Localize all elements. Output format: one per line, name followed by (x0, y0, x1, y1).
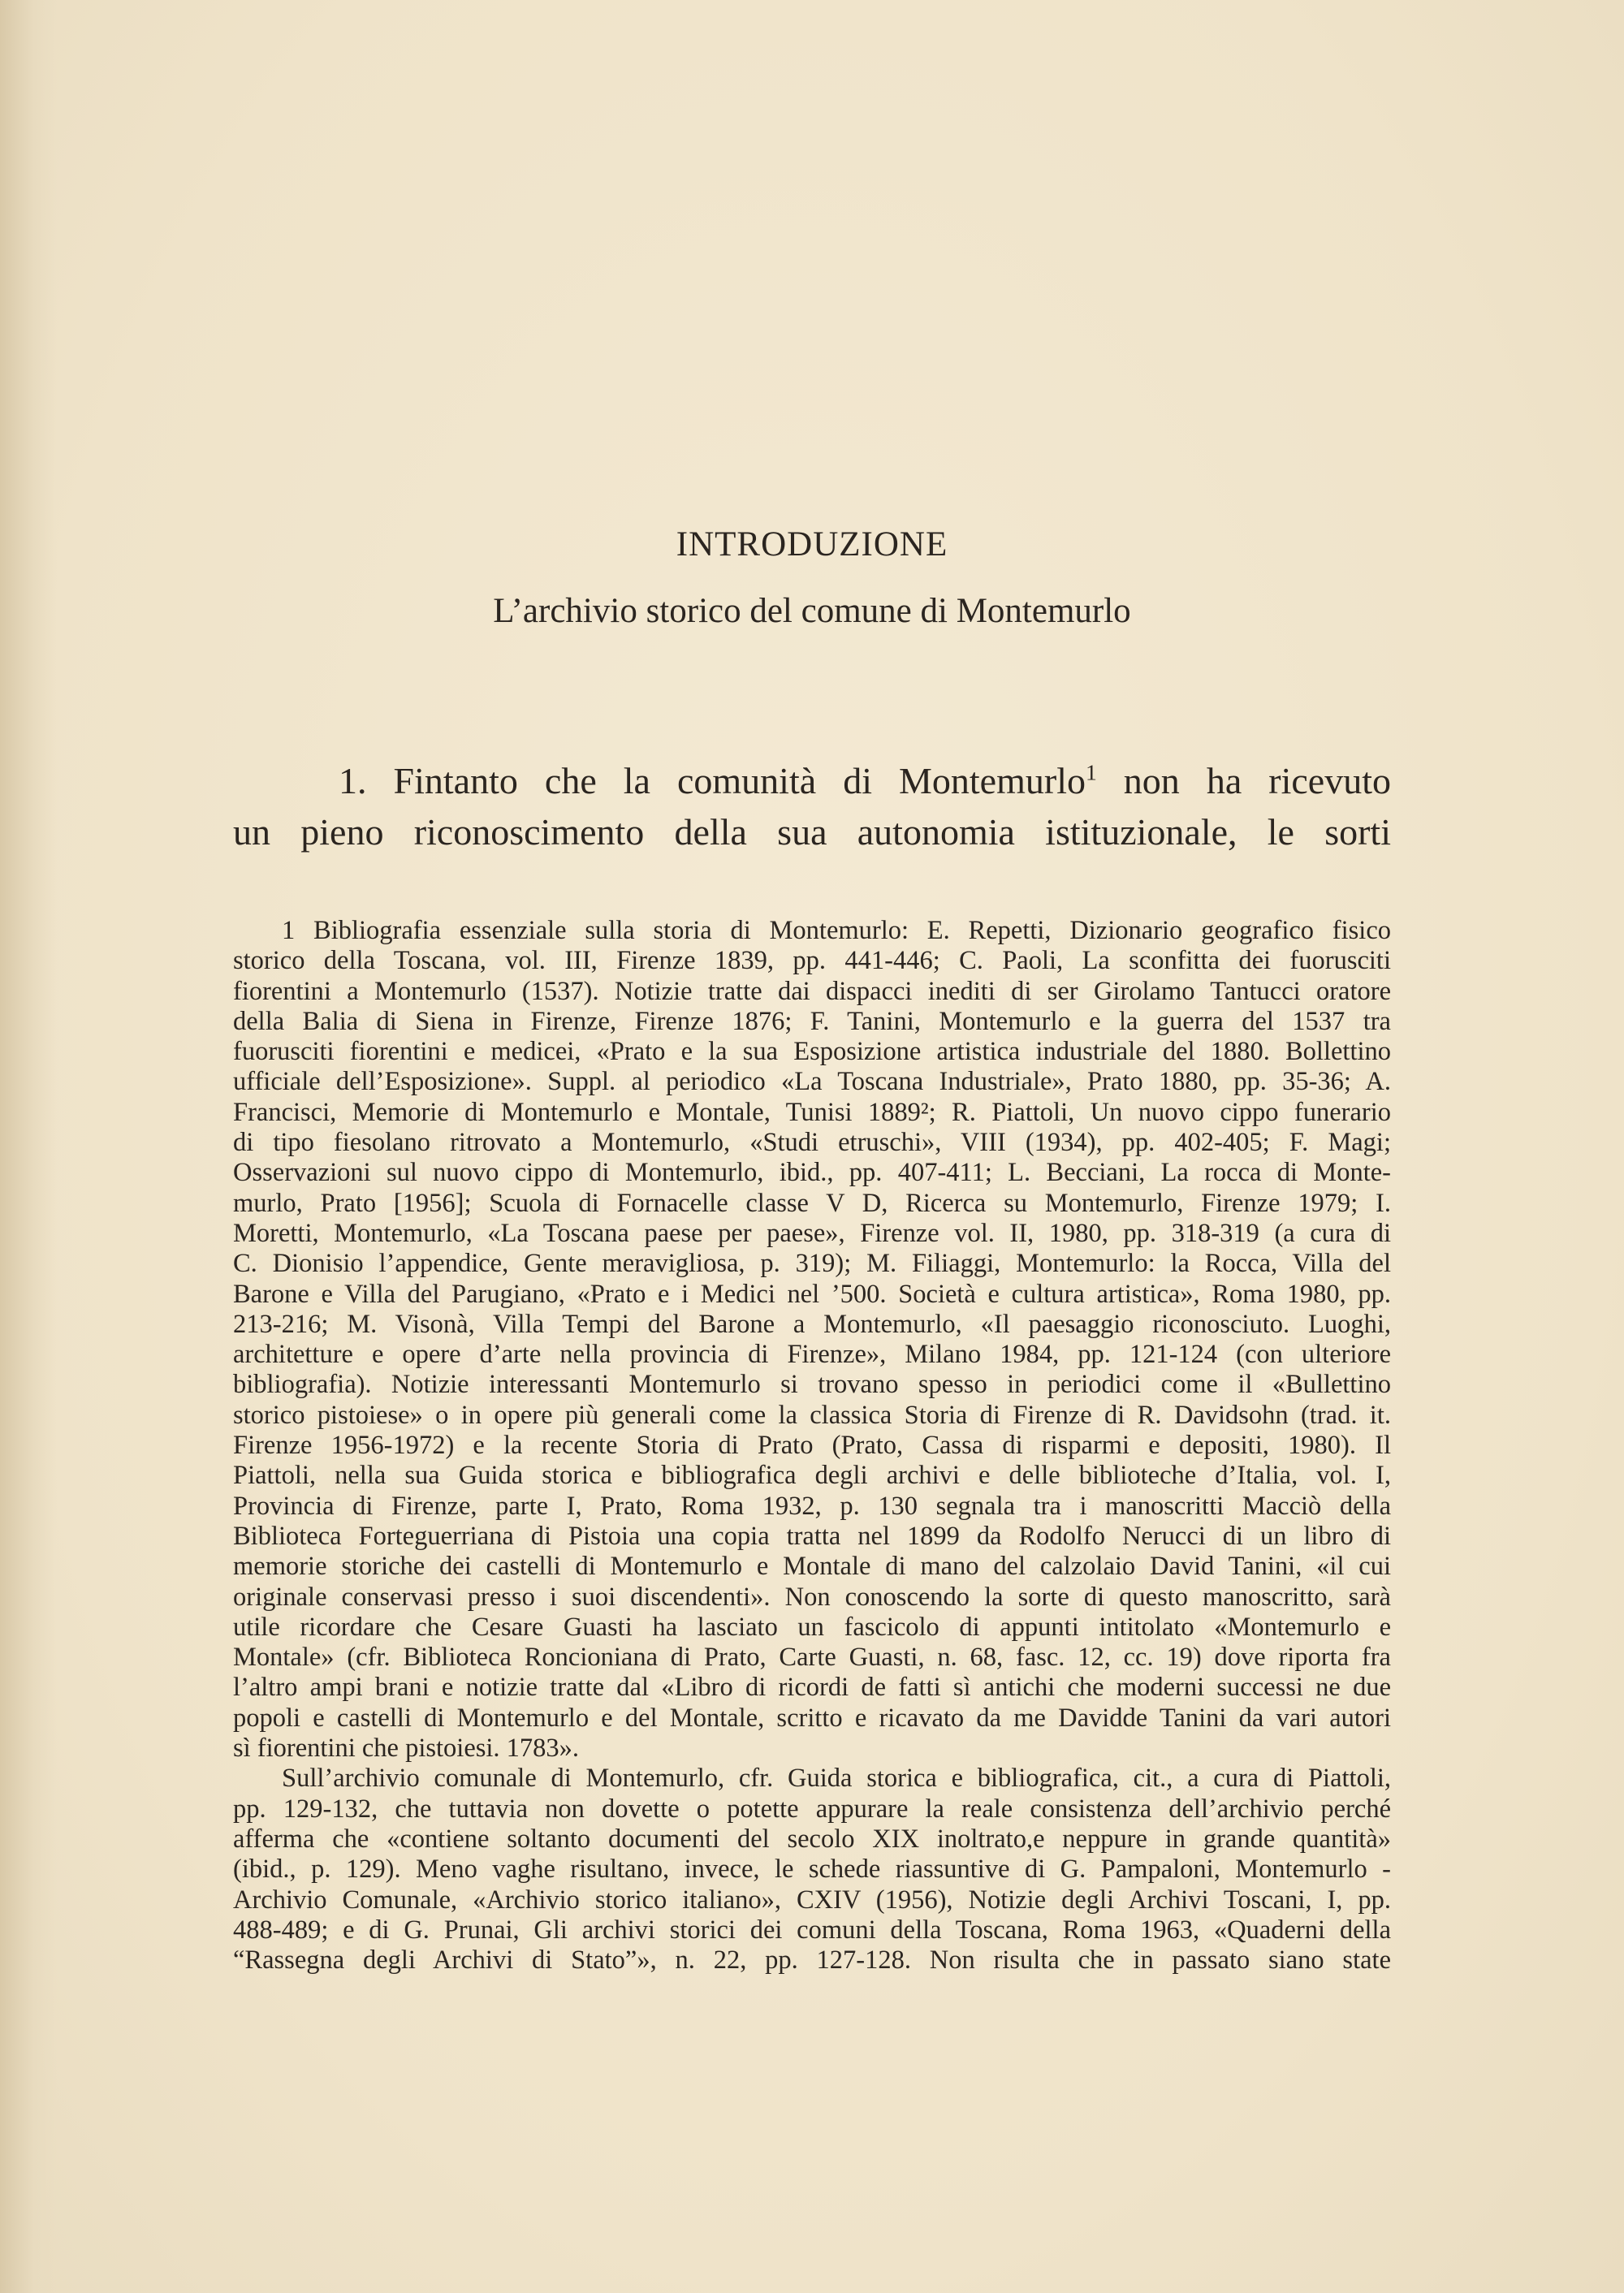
footnotes (233, 916, 1391, 1976)
footnote-line: Provincia di Firenze, parte I, Prato, Roma 1932, p. 130 segnala tra i manoscritti Macciò della (233, 1491, 1391, 1521)
footnote-line: Osservazioni sul nuovo cippo di Montemurlo, ibid., pp. 407-411; L. Becciani, La rocca di Monte- (233, 1158, 1391, 1188)
book-gutter (0, 0, 57, 2293)
footnote-paragraph (233, 1764, 1391, 1976)
footnote-line: “Rassegna degli Archivi di Stato”», n. 22, pp. 127-128. Non risulta che in passato siano state (233, 1945, 1391, 1976)
footnote-line: murlo, Prato [1956]; Scuola di Fornacelle classe V D, Ricerca su Montemurlo, Firenze 1979; I. (233, 1188, 1391, 1218)
footnote-line: Firenze 1956-1972) e la recente Storia di Prato (Prato, Cassa di risparmi e depositi, 1980). Il (233, 1431, 1391, 1461)
footnote-line: pp. 129-132, che tuttavia non dovette o potette appurare la reale consistenza dell’archivio perché (233, 1794, 1391, 1824)
body-text-segment: non ha ricevuto (1096, 760, 1391, 801)
footnote-line: fuorusciti fiorentini e medicei, «Prato e la sua Esposizione artistica industriale del 1880. Bollettino (233, 1037, 1391, 1067)
footnote-line: 213-216; M. Visonà, Villa Tempi del Barone a Montemurlo, «Il paesaggio riconosciuto. Luoghi, (233, 1309, 1391, 1339)
footnote-line: ufficiale dell’Esposizione». Suppl. al periodico «La Toscana Industriale», Prato 1880, pp. 35-36; A. (233, 1067, 1391, 1097)
footnote-line: l’altro ampi brani e notizie tratte dal «Libro di ricordi de fatti sì antichi che moderni successi ne due (233, 1673, 1391, 1703)
footnote-reference: 1 (1085, 759, 1097, 785)
footnote-line: originale conservasi presso i suoi discendenti». Non conoscendo la sorte di questo manoscritto, sarà (233, 1582, 1391, 1612)
footnote-line: sì fiorentini che pistoiesi. 1783». (233, 1734, 580, 1764)
footnote-line: storico della Toscana, vol. III, Firenze 1839, pp. 441-446; C. Paoli, La sconfitta dei fuorusciti (233, 946, 1391, 976)
footnote-paragraph (233, 916, 1391, 1764)
footnote-line: (ibid., p. 129). Meno vaghe risultano, invece, le schede riassuntive di G. Pampaloni, Montemurlo - (233, 1855, 1391, 1885)
body-text-segment: Fintanto che la comunità di Montemurlo (393, 760, 1086, 801)
footnote-line: Montale» (cfr. Biblioteca Roncioniana di Prato, Carte Guasti, n. 68, fasc. 12, cc. 19) dove riporta fra (233, 1643, 1391, 1673)
footnote-line: storico pistoiese» o in opere più generali come la classica Storia di Firenze di R. Davidsohn (trad. it. (233, 1400, 1391, 1430)
page-subtitle: L’archivio storico del comune di Montemurlo (493, 592, 1131, 630)
footnote-text: Bibliografia essenziale sulla storia di Montemurlo: E. Repetti, Dizionario geografico fisico (313, 916, 1391, 945)
page-title: INTRODUZIONE (676, 525, 948, 564)
footnote-line: utile ricordare che Cesare Guasti ha lasciato un fascicolo di appunti intitolato «Montemurlo e (233, 1612, 1391, 1642)
footnote-line: 488-489; e di G. Prunai, Gli archivi storici dei comuni della Toscana, Roma 1963, «Quaderni della (233, 1915, 1391, 1945)
body-paragraph (233, 755, 1391, 857)
footnote-line: memorie storiche dei castelli di Montemurlo e Montale di mano del calzolaio David Tanini, «il cui (233, 1552, 1391, 1582)
footnote-line: Archivio Comunale, «Archivio storico italiano», CXIV (1956), Notizie degli Archivi Toscani, I, pp. (233, 1885, 1391, 1915)
footnote-line (233, 916, 1391, 946)
body-line (233, 755, 1391, 806)
footnote-line: fiorentini a Montemurlo (1537). Notizie tratte dai dispacci inediti di ser Girolamo Tantucci oratore (233, 976, 1391, 1006)
footnote-line: di tipo fiesolano ritrovato a Montemurlo, «Studi etruschi», VIII (1934), pp. 402-405; F. Magi; (233, 1128, 1391, 1158)
paragraph-number: 1. (339, 760, 367, 801)
footnote-line: popoli e castelli di Montemurlo e del Montale, scritto e ricavato da me Davidde Tanini da vari autori (233, 1703, 1391, 1733)
footnote-line: Francisci, Memorie di Montemurlo e Montale, Tunisi 1889²; R. Piattoli, Un nuovo cippo funerario (233, 1097, 1391, 1127)
footnote-line: Moretti, Montemurlo, «La Toscana paese per paese», Firenze vol. II, 1980, pp. 318-319 (a cura di (233, 1218, 1391, 1248)
footnote-line: architetture e opere d’arte nella provincia di Firenze», Milano 1984, pp. 121-124 (con ulteriore (233, 1340, 1391, 1370)
footnote-line: Piattoli, nella sua Guida storica e bibliografica degli archivi e delle biblioteche d’Italia, vol. I, (233, 1461, 1391, 1491)
footnote-line: Barone e Villa del Parugiano, «Prato e i Medici nel ’500. Società e cultura artistica», Roma 1980, pp. (233, 1279, 1391, 1309)
body-line: un pieno riconoscimento della sua autonomia istituzionale, le sorti (233, 811, 1391, 853)
footnote-line: Biblioteca Forteguerriana di Pistoia una copia tratta nel 1899 da Rodolfo Nerucci di un libro di (233, 1521, 1391, 1551)
footnote-line: della Balia di Siena in Firenze, Firenze 1876; F. Tanini, Montemurlo e la guerra del 1537 tra (233, 1006, 1391, 1036)
footnote-line: bibliografia). Notizie interessanti Montemurlo si trovano spesso in periodici come il «Bullettino (233, 1370, 1391, 1400)
footnote-marker: 1 (282, 916, 296, 945)
footnote-line: C. Dionisio l’appendice, Gente meravigliosa, p. 319); M. Filiaggi, Montemurlo: la Rocca, Villa del (233, 1249, 1391, 1279)
footnote-line: afferma che «contiene soltanto documenti del secolo XIX inoltrato,e neppure in grande quantità» (233, 1824, 1391, 1854)
footnote-line: Sull’archivio comunale di Montemurlo, cfr. Guida storica e bibliografica, cit., a cura di Piattoli, (282, 1764, 1391, 1794)
